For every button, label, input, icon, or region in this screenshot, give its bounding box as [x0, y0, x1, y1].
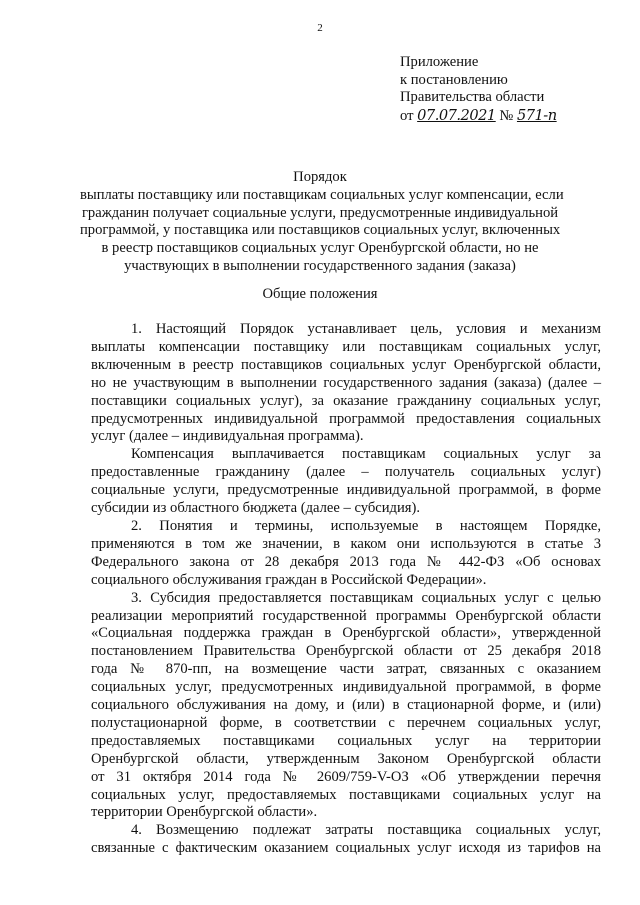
body-line: применяются в том же значении, в каком они используются в статье 3 — [91, 535, 601, 552]
body-line: «Социальная поддержка граждан в Оренбургской области», утвержденной — [91, 625, 601, 642]
body-line: Оренбургской области, утвержденным Законом Оренбургской области — [91, 750, 601, 767]
body-line: от 31 октября 2014 года № 2609/759-V-ОЗ «Об утверждении перечня — [91, 768, 601, 785]
body-line: года № 870-пп, на возмещение части затрат, связанных с оказанием — [91, 661, 601, 678]
body-line: включенным в реестр поставщиков социальных услуг Оренбургской области, — [91, 356, 601, 373]
body-line: социального обслуживания граждан в Российской Федерации». — [91, 571, 487, 588]
title-line: программой, у поставщика или поставщиков социальных услуг, включенных — [80, 222, 561, 239]
body-line: реализации мероприятий государственной программы Оренбургской области — [91, 607, 601, 624]
body-line: Федерального закона от 28 декабря 2013 года № 442-ФЗ «Об основах — [91, 553, 601, 570]
appendix-line-2: к постановлению — [400, 71, 508, 88]
body-line: социальных услуг, предусмотренных индивидуальной программой, в форме — [91, 679, 601, 696]
appendix-date-line — [400, 107, 630, 126]
body-line: поставщики социальных услуг), за оказание гражданину социальных услуг, — [91, 392, 601, 409]
appendix-block — [400, 54, 630, 125]
title-line: выплаты поставщику или поставщикам социальных услуг компенсации, если — [80, 186, 564, 203]
appendix-line-1: Приложение — [400, 54, 479, 70]
body-line: социального обслуживания на дому, и (или) в стационарной форме, и (или) — [91, 697, 601, 714]
handwritten-date: 07.07.2021 — [417, 106, 496, 124]
section-heading: Общие положения — [262, 286, 378, 302]
handwritten-number: 571-п — [516, 106, 557, 124]
body-line: Компенсация выплачивается поставщикам социальных услуг за — [131, 446, 601, 463]
body-line: субсидии из областного бюджета (далее – субсидия). — [91, 500, 421, 517]
body-line: связанные с фактическим оказанием социальных услуг исходя из тарифов на — [91, 840, 601, 857]
document-body — [91, 321, 601, 858]
date-prefix: от — [400, 107, 414, 124]
appendix-line-3: Правительства области — [400, 89, 545, 105]
body-line: 3. Субсидия предоставляется поставщикам социальных услуг с целью — [131, 589, 601, 606]
body-line: предоставленные гражданину (далее – получатель социальных услуг) — [91, 464, 601, 481]
body-line: предоставляемых поставщиками социальных услуг на территории — [91, 732, 601, 749]
document-title — [80, 169, 564, 276]
body-line: территории Оренбургской области». — [91, 804, 318, 821]
body-line: предусмотренных индивидуальной программой предоставления социальных — [91, 410, 601, 427]
body-line: выплаты компенсации поставщику или поставщикам социальных услуг, — [91, 338, 601, 355]
body-line: 1. Настоящий Порядок устанавливает цель, условия и механизм — [131, 321, 601, 337]
page-number: 2 — [317, 22, 323, 34]
body-line: 4. Возмещению подлежат затраты поставщика социальных услуг, — [131, 822, 601, 839]
body-line: социальных услуг, предоставляемых поставщиками социальных услуг на — [91, 786, 601, 803]
title-line: участвующих в выполнении государственного задания (заказа) — [124, 257, 516, 274]
body-line: но не участвующим в выполнении государственного задания (заказа) (далее – — [91, 374, 601, 391]
body-line: социальные услуги, предусмотренные индивидуальной программой, в форме — [91, 482, 601, 499]
body-line: 2. Понятия и термины, используемые в настоящем Порядке, — [131, 517, 601, 534]
title-line: гражданин получает социальные услуги, предусмотренные индивидуальной — [81, 204, 559, 221]
body-line: постановлением Правительства Оренбургской области от 25 декабря 2018 — [91, 643, 601, 660]
body-line: услуг (далее – индивидуальная программа). — [91, 428, 364, 445]
body-line: полустационарной форме, в соответствии с перечнем социальных услуг, — [91, 714, 601, 731]
title-heading: Порядок — [293, 169, 347, 185]
title-line: в реестр поставщиков социальных услуг Оренбургской области, но не — [101, 240, 539, 257]
number-sign: № — [499, 107, 514, 124]
